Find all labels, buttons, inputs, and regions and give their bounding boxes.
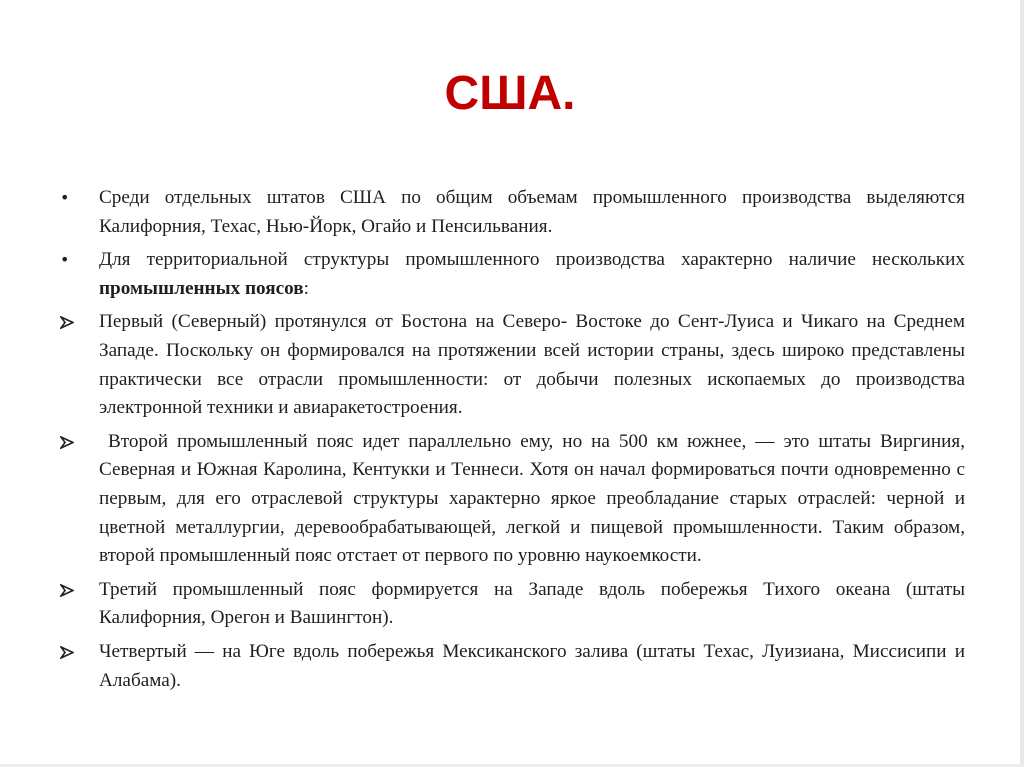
bullet-icon <box>60 184 80 213</box>
list-item-text: Среди отдельных штатов США по общим объемам промышленного производства выделяются Калифорния, Техас, Нью-Йорк, Огайо и Пенсильвания. <box>99 187 965 237</box>
arrow-bullet-icon <box>60 576 80 597</box>
industrial-belts-term: промышленных поясов <box>99 277 304 299</box>
list-item <box>60 246 965 303</box>
list-item-text: Третий промышленный пояс формируется на Западе вдоль побережья Тихого океана (штаты Калифорния, Орегон и Вашингтон). <box>99 578 965 629</box>
bullet-icon <box>60 246 80 275</box>
slide-title: США. <box>444 67 576 120</box>
list-item <box>60 308 965 422</box>
list-item-text: Второй промышленный пояс идет параллельно ему, но на 500 км южнее, — это штаты Виргиния, Северная и Южная Каролина, Кентукки и Теннеси. Хотя он начал формироваться почти одновременно с первым, для его отраслевой структуры характерно яркое преобладание старых отраслей: черной и цветной металлургии, деревообрабатывающей, легкой и пищевой промышленности. Таким образом, второй промышленный пояс отстает от первого по уровню наукоемкости. <box>99 430 970 567</box>
list-item-text-after: : <box>303 277 309 299</box>
list-item <box>60 638 965 695</box>
arrow-bullet-icon <box>60 638 80 659</box>
list-item-text-before: Для территориальной структуры промышленного производства характерно наличие нескольких <box>99 249 965 271</box>
arrow-bullet-icon <box>60 308 80 329</box>
list-item <box>60 428 970 571</box>
list-item <box>60 576 965 633</box>
list-item <box>60 184 965 241</box>
list-item-text: Четвертый — на Юге вдоль побережья Мексиканского залива (штаты Техас, Луизиана, Миссисипи и Алабама). <box>99 640 965 691</box>
list-item-text: Первый (Северный) протянулся от Бостона на Северо- Востоке до Сент-Луиса и Чикаго на Среднем Западе. Поскольку он формировался на протяжении всей истории страны, здесь широко представлены практически все отрасли промышленности: от добычи полезных ископаемых до производства электронной техники и авиаракетостроения. <box>99 311 965 419</box>
arrow-bullet-icon <box>60 428 80 449</box>
slide-content <box>60 184 970 700</box>
list-item-text <box>99 249 965 299</box>
